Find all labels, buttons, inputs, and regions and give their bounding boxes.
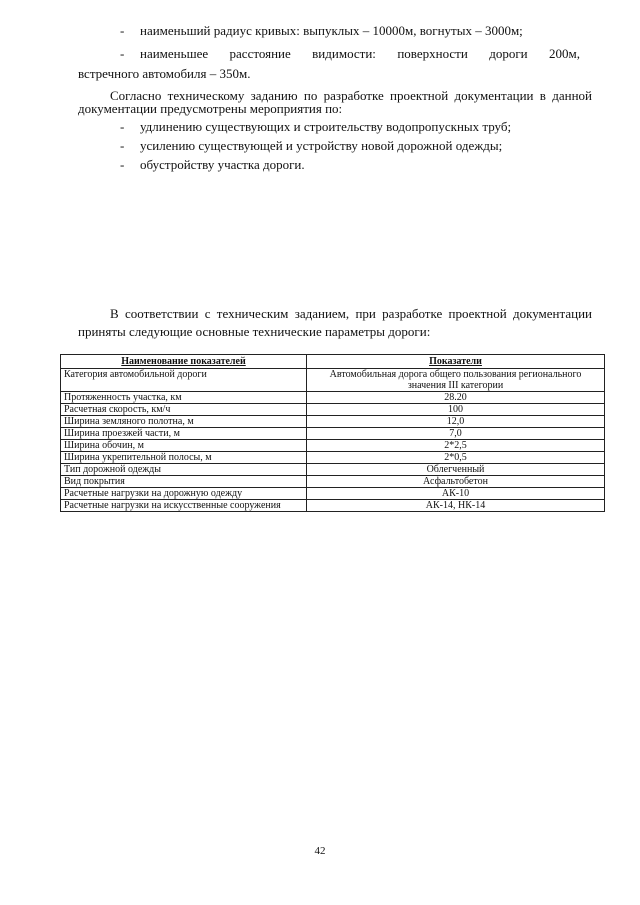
table-body: [61, 369, 605, 512]
table-row: [61, 428, 605, 440]
table-cell-value: АК-14, НК-14: [307, 500, 605, 512]
table-row: [61, 369, 605, 392]
table-cell-value: 12,0: [307, 416, 605, 428]
list-dash: -: [120, 157, 125, 172]
table-cell-value: АК-10: [307, 488, 605, 500]
table-cell-value: Автомобильная дорога общего пользования регионального значения III категории: [307, 369, 605, 392]
table-header-row: [61, 355, 605, 369]
table-cell-value: Асфальтобетон: [307, 476, 605, 488]
table-row: [61, 488, 605, 500]
table-cell-value: 2*0,5: [307, 452, 605, 464]
table-cell-value: Облегченный: [307, 464, 605, 476]
paragraph-line: документации предусмотрены мероприятия по:: [78, 101, 343, 116]
table-row: [61, 464, 605, 476]
table-cell-label: Категория автомобильной дороги: [61, 369, 307, 392]
paragraph-line: В соответствии с техническим заданием, при разработке проектной документации: [110, 306, 592, 321]
list-item: наименьший радиус кривых: выпуклых – 10000м, вогнутых – 3000м;: [140, 23, 523, 38]
table-row: [61, 392, 605, 404]
table-cell-label: Ширина обочин, м: [61, 440, 307, 452]
table-cell-value: 2*2,5: [307, 440, 605, 452]
table-cell-label: Ширина укрепительной полосы, м: [61, 452, 307, 464]
list-item: наименьшее расстояние видимости: поверхности дороги 200м,: [140, 46, 580, 61]
list-item: усилению существующей и устройству новой дорожной одежды;: [140, 138, 503, 153]
table-row: [61, 416, 605, 428]
table-row: [61, 500, 605, 512]
list-item: обустройству участка дороги.: [140, 157, 305, 172]
parameters-table: [60, 354, 605, 512]
list-dash: -: [120, 23, 125, 38]
list-item: удлинению существующих и строительству водопропускных труб;: [140, 119, 512, 134]
table-header: Показатели: [307, 355, 605, 369]
table-header: Наименование показателей: [61, 355, 307, 369]
table-cell-value: 100: [307, 404, 605, 416]
table-cell-label: Ширина проезжей части, м: [61, 428, 307, 440]
paragraph-line: Согласно техническому заданию по разработке проектной документации в данной: [110, 88, 592, 103]
table-cell-label: Расчетные нагрузки на искусственные сооружения: [61, 500, 307, 512]
table-cell-label: Протяженность участка, км: [61, 392, 307, 404]
list-dash: -: [120, 138, 125, 153]
table-row: [61, 452, 605, 464]
table-row: [61, 476, 605, 488]
list-dash: -: [120, 119, 125, 134]
table-cell-label: Ширина земляного полотна, м: [61, 416, 307, 428]
table-cell-label: Вид покрытия: [61, 476, 307, 488]
table-cell-label: Расчетные нагрузки на дорожную одежду: [61, 488, 307, 500]
list-dash: -: [120, 46, 125, 61]
table-row: [61, 404, 605, 416]
table-row: [61, 440, 605, 452]
page-number: 42: [314, 845, 326, 857]
paragraph-line: приняты следующие основные технические параметры дороги:: [78, 324, 431, 339]
table-cell-label: Расчетная скорость, км/ч: [61, 404, 307, 416]
table-cell-label: Тип дорожной одежды: [61, 464, 307, 476]
table-cell-value: 28.20: [307, 392, 605, 404]
table-cell-value: 7,0: [307, 428, 605, 440]
list-item-continuation: встречного автомобиля – 350м.: [78, 66, 251, 81]
